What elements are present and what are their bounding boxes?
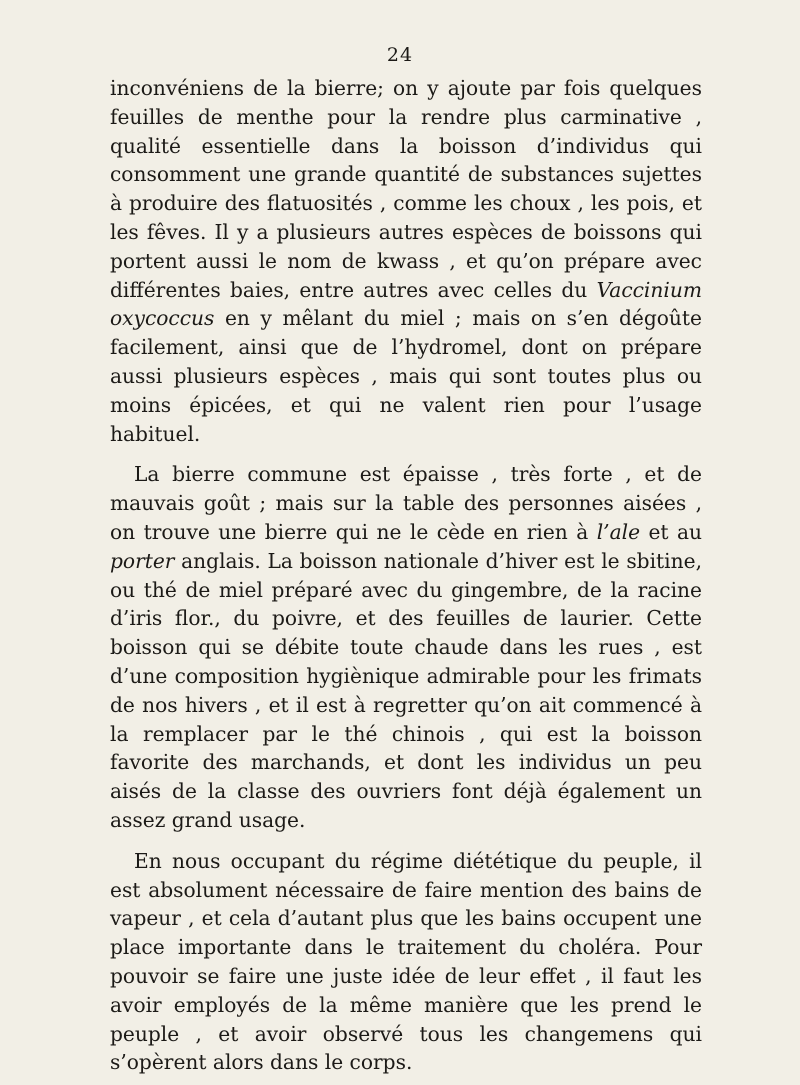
paragraph-2-ale: l’ale bbox=[596, 519, 641, 544]
paragraph-1-latin-name: Vaccinium oxycoccus bbox=[110, 277, 702, 331]
body-text bbox=[110, 74, 702, 1077]
paragraph-2-text-b: et au bbox=[640, 519, 702, 544]
paragraph-2-text-c: anglais. La boisson nationale d’hiver est le sbitine, ou thé de miel préparé avec du gingembre, de la racine d’iris flor., du poivre, et des feuilles de laurier. Cette boisson qui se débite toute chaude dans les rues , est d’une composition hygiènique admirable pour les frimats de nos hivers , et il est à regretter qu’on ait commencé à la remplacer par le thé chinois , qui est la boisson favorite des marchands, et dont les individus un peu aisés de la classe des ouvriers font déjà également un assez grand usage. bbox=[110, 548, 702, 832]
paragraph-1 bbox=[110, 74, 702, 448]
paragraph-1-text-b: en y mêlant du miel ; mais on s’en dégoûte facilement, ainsi que de l’hydromel, dont on prépare aussi plusieurs espèces , mais qui sont toutes plus ou moins épicées, et qui ne valent rien pour l’usage habituel. bbox=[110, 306, 702, 446]
page-number: 24 bbox=[386, 44, 414, 66]
paragraph-2-text-a: La bierre commune est épaisse , très forte , et de mauvais goût ; mais sur la table des personnes aisées , on trouve une bierre qui ne le cède en rien à bbox=[110, 462, 702, 544]
paragraph-3 bbox=[110, 847, 702, 1077]
paragraph-1-text-a: inconvéniens de la bierre; on y ajoute par fois quelques feuilles de menthe pour la rendre plus carminative , qualité essentielle dans la boisson d’individus qui consomment une grande quantité de substances sujettes à produire des flatuosités , comme les choux , les pois, et les fêves. Il y a plusieurs autres espèces de boissons qui portent aussi le nom de kwass , et qu’on prépare avec différentes baies, entre autres avec celles du bbox=[110, 76, 702, 302]
paragraph-2 bbox=[110, 460, 702, 834]
paragraph-3-text: En nous occupant du régime diététique du peuple, il est absolument nécessaire de faire mention des bains de vapeur , et cela d’autant plus que les bains occupent une place importante dans le traitement du choléra. Pour pouvoir se faire une juste idée de leur effet , il faut les avoir employés de la même manière que les prend le peuple , et avoir observé tous les changemens qui s’opèrent alors dans le corps. bbox=[110, 848, 702, 1075]
paragraph-2-porter: porter bbox=[110, 548, 175, 573]
